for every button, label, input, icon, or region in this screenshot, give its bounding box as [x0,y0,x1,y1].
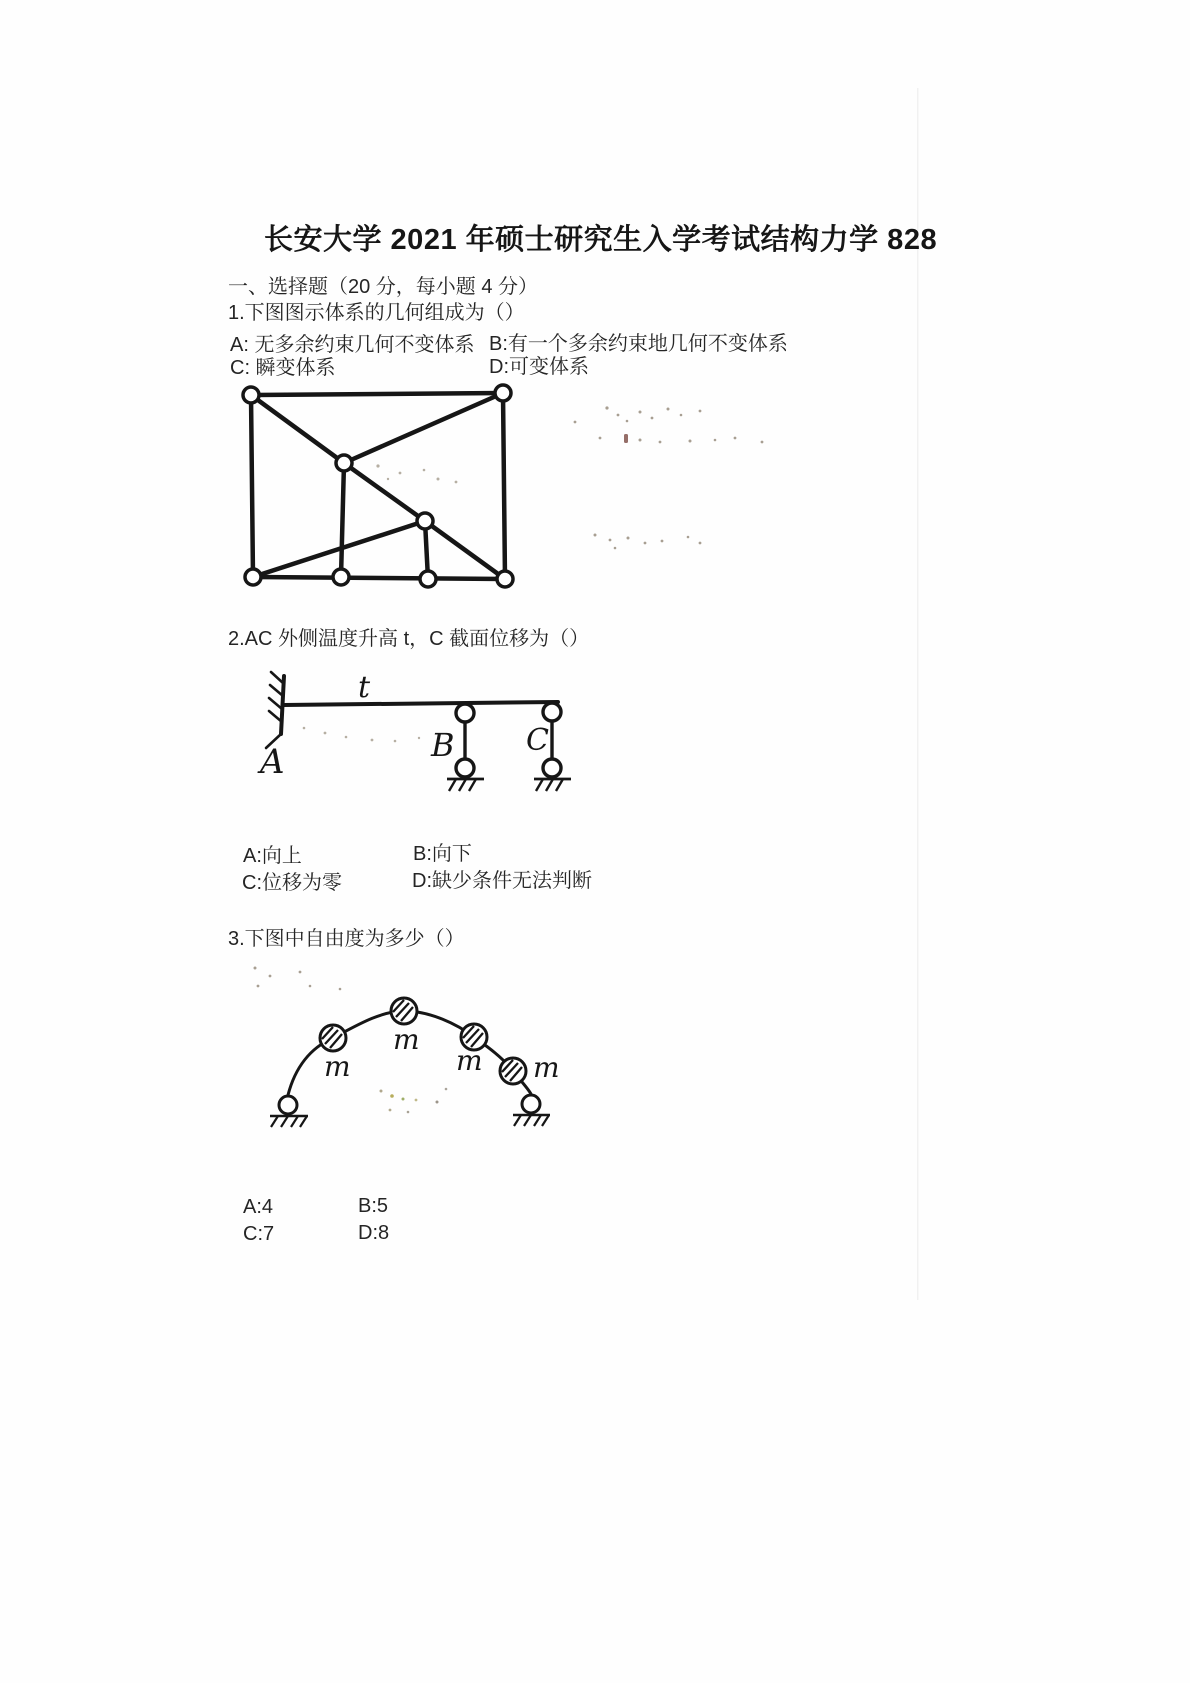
scan-edge-line [917,88,919,1300]
question-1-option-d: D:可变体系 [489,356,589,378]
scan-specks [303,727,421,743]
question-1-option-a: A: 无多余约束几何不变体系 [230,334,475,356]
scan-specks [380,1088,448,1114]
pen-mark [624,434,628,443]
question-1-option-c: C: 瞬变体系 [230,357,336,379]
label-c: C [526,723,549,758]
label-b: B [431,726,455,764]
mass-label-2: m [393,1023,420,1056]
mass-node-icons [320,998,526,1084]
question-3-option-b: B:5 [358,1195,389,1217]
q3-arch-diagram [240,960,582,1132]
q2-beam-diagram [230,655,592,803]
q1-truss-diagram [228,378,530,600]
page-title: 长安大学 2021 年硕士研究生入学考试结构力学 828 [264,224,938,256]
scan-specks [376,464,457,483]
question-2-option-c: C:位移为零 [242,872,342,894]
truss-members [251,393,505,579]
pin-support-right-icon [513,1095,550,1126]
mass-label-3: m [456,1044,483,1077]
question-1-text: 1.下图图示体系的几何组成为（） [228,302,525,324]
question-3-option-c: C:7 [243,1223,275,1245]
label-t: t [358,670,371,705]
pin-support-left-icon [270,1096,308,1127]
beam-member [284,702,558,705]
fixed-support-icon [266,672,284,748]
question-3-option-d: D:8 [358,1222,390,1244]
section-header: 一、选择题（20 分，每小题 4 分） [228,276,539,298]
mass-label-4: m [533,1051,560,1084]
question-3-text: 3.下图中自由度为多少（） [228,928,465,950]
mass-label-1: m [324,1050,351,1083]
question-2-option-b: B:向下 [413,843,472,865]
question-2-option-a: A:向上 [243,845,302,867]
label-a: A [260,742,285,782]
question-1-option-b: B:有一个多余约束地几何不变体系 [489,333,788,355]
question-2-text: 2.AC 外侧温度升高 t，C 截面位移为（） [228,628,590,650]
question-2-option-d: D:缺少条件无法判断 [412,870,592,892]
question-3-option-a: A:4 [243,1196,274,1218]
